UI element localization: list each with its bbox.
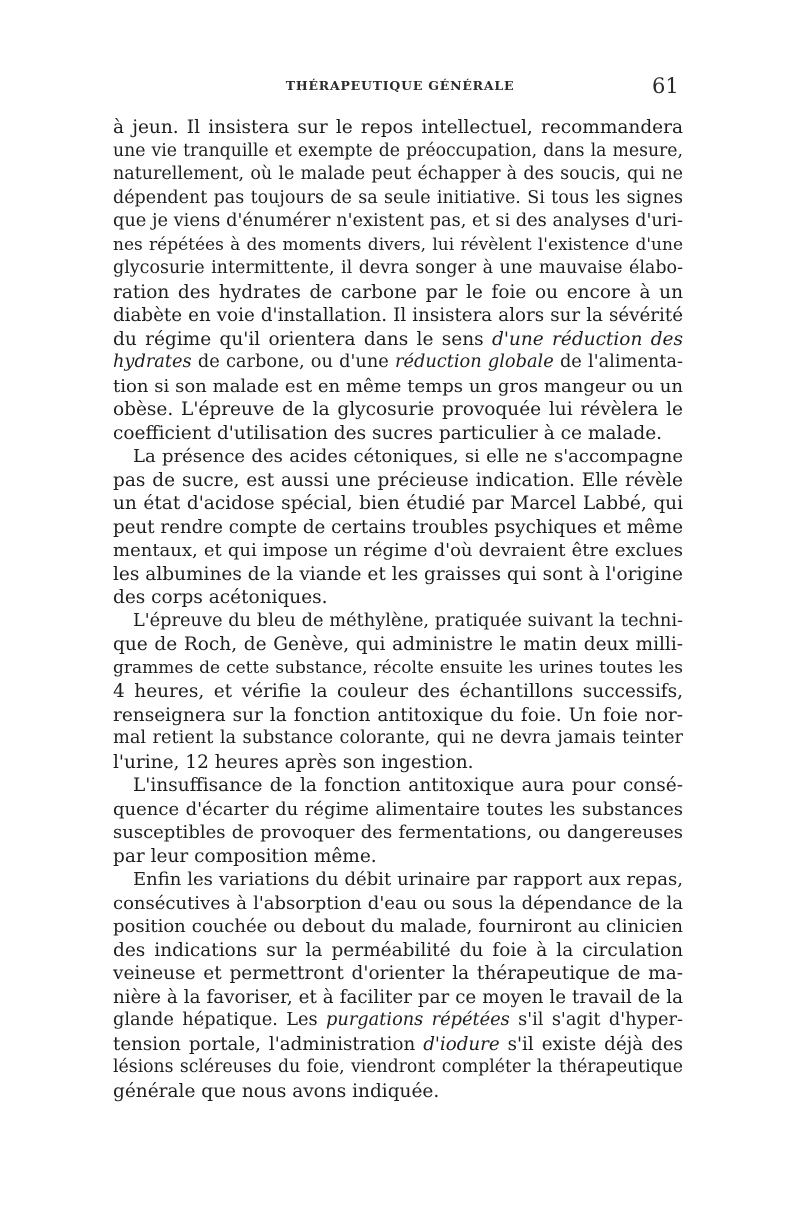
text-segment: s'il s'agit d'hyper-	[509, 1010, 683, 1030]
text-line	[113, 915, 683, 939]
text-line	[113, 1009, 683, 1033]
text-line	[113, 962, 683, 986]
text-segment: 4 heures, et vérifie la couleur des échantillons successifs,	[113, 681, 683, 702]
text-line	[113, 821, 683, 845]
text-line	[113, 210, 683, 234]
text-segment: La présence des acides cétoniques, si elle ne s'accompagne	[133, 446, 683, 467]
text-line	[113, 516, 683, 540]
text-line	[113, 1056, 683, 1080]
text-segment: par leur composition même.	[113, 845, 377, 867]
text-segment: naturellement, où le malade peut échapper à des soucis, qui ne	[113, 164, 683, 184]
text-segment: s'il existe déjà des	[499, 1033, 683, 1055]
text-segment: ration des hydrates de carbone par le foie ou encore à un	[113, 281, 683, 303]
text-segment: des corps acétoniques.	[113, 587, 328, 608]
text-line	[113, 727, 683, 751]
text-segment: une vie tranquille et exempte de préoccupation, dans la mesure,	[113, 140, 683, 161]
text-line	[113, 445, 683, 469]
text-line	[113, 586, 683, 610]
text-segment: position couchée ou debout du malade, fourniront au clinicien	[113, 916, 683, 937]
text-line	[113, 398, 683, 422]
text-segment: veineuse et permettront d'orienter la thérapeutique de ma-	[113, 963, 683, 984]
text-line	[113, 680, 683, 704]
text-segment: nes répétées à des moments divers, lui révèlent l'existence d'une	[113, 234, 683, 255]
text-segment: des indications sur la perméabilité du foie à la circulation	[113, 939, 683, 961]
page-number: 61	[652, 74, 679, 98]
text-segment: coefficient d'utilisation des sucres particulier à ce malade.	[113, 422, 663, 444]
text-segment: susceptibles de provoquer des fermentations, ou dangereuses	[113, 822, 683, 843]
text-line	[113, 704, 683, 728]
text-line	[113, 257, 683, 281]
text-segment: les albumines de la viande et les graisses qui sont à l'origine	[113, 563, 683, 585]
italic-text: hydrates	[113, 352, 192, 372]
text-line	[113, 234, 683, 258]
text-segment: L'épreuve du bleu de méthylène, pratiquée suivant la techni-	[133, 610, 683, 631]
text-segment: l'urine, 12 heures après son ingestion.	[113, 751, 474, 773]
text-line	[113, 422, 683, 446]
body-text	[113, 116, 683, 1103]
text-line	[113, 304, 683, 328]
text-segment: tension portale, l'administration	[113, 1033, 424, 1055]
text-segment: consécutives à l'absorption d'eau ou sous la dépendance de la	[113, 892, 683, 914]
text-segment: à jeun. Il insistera sur le repos intellectuel, recommandera	[113, 117, 683, 138]
text-line	[113, 539, 683, 563]
text-line	[113, 868, 683, 892]
text-segment: mentaux, et qui impose un régime d'où devraient être exclues	[113, 540, 683, 561]
text-segment: dépendent pas toujours de sa seule initiative. Si tous les signes	[113, 187, 683, 208]
text-line	[113, 610, 683, 634]
text-line	[113, 163, 683, 187]
text-line	[113, 892, 683, 916]
italic-text: d'iodure	[423, 1033, 500, 1055]
text-line	[113, 492, 683, 516]
text-segment: Enfin les variations du débit urinaire par rapport aux repas,	[133, 869, 683, 890]
text-line	[113, 469, 683, 493]
text-segment: L'insuffisance de la fonction antitoxique aura pour consé-	[133, 775, 683, 796]
text-segment: de carbone, ou d'une	[191, 352, 395, 372]
text-segment: quence d'écarter du régime alimentaire toutes les substances	[113, 798, 683, 820]
text-segment: générale que nous avons indiquée.	[113, 1080, 440, 1102]
text-segment: tion si son malade est en même temps un gros mangeur ou un	[113, 375, 683, 397]
text-line	[113, 845, 683, 869]
text-line	[113, 351, 683, 375]
text-line	[113, 116, 683, 140]
text-segment: un état d'acidose spécial, bien étudié par Marcel Labbé, qui	[113, 493, 683, 514]
text-segment: obèse. L'épreuve de la glycosurie provoquée lui révèlera le	[113, 399, 683, 420]
text-line	[113, 328, 683, 352]
text-segment: glycosurie intermittente, il devra songer à une mauvaise élabo-	[113, 258, 683, 278]
text-segment: nière à la favoriser, et à faciliter par ce moyen le travail de la	[113, 986, 683, 1008]
italic-text: réduction globale	[394, 352, 554, 372]
text-line	[113, 187, 683, 211]
text-segment: pas de sucre, est aussi une précieuse indication. Elle révèle	[113, 469, 683, 491]
text-segment: lésions scléreuses du foie, viendront compléter la thérapeutique	[113, 1057, 683, 1077]
italic-text: d'une réduction des	[491, 328, 683, 350]
running-title: THÉRAPEUTIQUE GÉNÉRALE	[285, 78, 515, 93]
text-line	[113, 986, 683, 1010]
text-line	[113, 1080, 683, 1104]
text-segment: renseignera sur la fonction antitoxique du foie. Un foie nor-	[113, 704, 683, 726]
text-segment: peut rendre compte de certains troubles psychiques et même	[113, 516, 683, 538]
text-segment: grammes de cette substance, récolte ensuite les urines toutes les	[113, 657, 683, 678]
text-line	[113, 375, 683, 399]
text-line	[113, 281, 683, 305]
text-line	[113, 774, 683, 798]
text-line	[113, 140, 683, 164]
text-line	[113, 1033, 683, 1057]
text-segment: que je viens d'énumérer n'existent pas, et si des analyses d'uri-	[113, 211, 683, 231]
text-segment: que de Roch, de Genève, qui administre le matin deux milli-	[113, 634, 683, 655]
text-line	[113, 939, 683, 963]
text-line	[113, 751, 683, 775]
text-segment: mal retient la substance colorante, qui ne devra jamais teinter	[113, 728, 683, 748]
text-segment: diabète en voie d'installation. Il insistera alors sur la sévérité	[113, 305, 683, 326]
text-segment: du régime qu'il orientera dans le sens	[113, 328, 492, 350]
text-line	[113, 657, 683, 681]
text-segment: de l'alimenta-	[553, 352, 683, 372]
text-line	[113, 563, 683, 587]
italic-text: purgations répétées	[326, 1010, 510, 1030]
text-segment: glande hépatique. Les	[113, 1010, 327, 1030]
text-line	[113, 633, 683, 657]
text-line	[113, 798, 683, 822]
